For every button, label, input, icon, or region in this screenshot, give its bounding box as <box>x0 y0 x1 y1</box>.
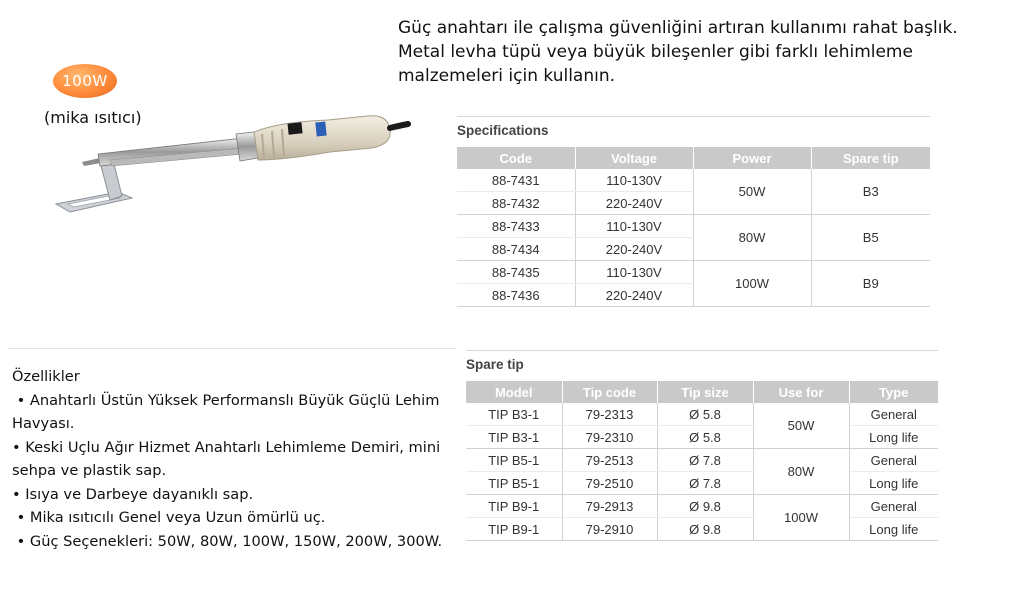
power-cell: 50W <box>693 169 811 215</box>
column-header: Tip code <box>562 381 657 403</box>
feature-line: • Keski Uçlu Ağır Hizmet Anahtarlı Lehimleme Demiri, mini <box>12 438 441 456</box>
type-cell: Long life <box>849 472 938 495</box>
tip-code-cell: 79-2913 <box>562 495 657 518</box>
table-row <box>457 261 930 284</box>
table-row <box>457 169 930 192</box>
type-cell: General <box>849 449 938 472</box>
column-header: Model <box>466 381 562 403</box>
tip-code-cell: 79-2313 <box>562 403 657 426</box>
tip-code-cell: 79-2510 <box>562 472 657 495</box>
specifications-table <box>457 147 930 307</box>
description-line: malzemeleri için kullanın. <box>398 66 616 86</box>
feature-line: • Anahtarlı Üstün Yüksek Performanslı Büyük Güçlü Lehim <box>12 391 440 409</box>
voltage-cell: 110-130V <box>575 261 693 284</box>
code-cell: 88-7433 <box>457 215 575 238</box>
divider <box>8 348 456 349</box>
column-header: Spare tip <box>811 147 930 169</box>
table-row <box>466 495 938 518</box>
description-line: Metal levha tüpü veya büyük bileşenler gibi farklı lehimleme <box>398 42 913 62</box>
column-header: Type <box>849 381 938 403</box>
tip-code-cell: 79-2310 <box>562 426 657 449</box>
type-cell: Long life <box>849 518 938 541</box>
spare-tip-cell: B3 <box>811 169 930 215</box>
table-row <box>466 449 938 472</box>
power-cell: 80W <box>693 215 811 261</box>
heater-label: (mika ısıtıcı) <box>44 108 142 127</box>
use-for-cell: 100W <box>753 495 849 541</box>
tip-size-cell: Ø 9.8 <box>657 518 753 541</box>
spare-tip-cell: B5 <box>811 215 930 261</box>
tip-size-cell: Ø 7.8 <box>657 472 753 495</box>
specifications-title: Specifications <box>457 123 549 138</box>
code-cell: 88-7436 <box>457 284 575 307</box>
code-cell: 88-7431 <box>457 169 575 192</box>
type-cell: General <box>849 403 938 426</box>
voltage-cell: 220-240V <box>575 238 693 261</box>
tip-code-cell: 79-2513 <box>562 449 657 472</box>
use-for-cell: 50W <box>753 403 849 449</box>
feature-line: • Güç Seçenekleri: 50W, 80W, 100W, 150W, 200W, 300W. <box>12 532 443 550</box>
type-cell: General <box>849 495 938 518</box>
model-cell: TIP B3-1 <box>466 426 562 449</box>
feature-line: • Mika ısıtıcılı Genel veya Uzun ömürlü uç. <box>12 509 326 526</box>
model-cell: TIP B5-1 <box>466 449 562 472</box>
table-row <box>466 426 938 449</box>
model-cell: TIP B9-1 <box>466 518 562 541</box>
power-badge: 100W <box>53 64 117 98</box>
table-row <box>466 518 938 541</box>
model-cell: TIP B5-1 <box>466 472 562 495</box>
column-header: Use for <box>753 381 849 403</box>
tip-size-cell: Ø 7.8 <box>657 449 753 472</box>
tip-size-cell: Ø 5.8 <box>657 403 753 426</box>
feature-line: sehpa ve plastik sap. <box>12 462 167 479</box>
code-cell: 88-7432 <box>457 192 575 215</box>
table-row <box>466 472 938 495</box>
tip-size-cell: Ø 5.8 <box>657 426 753 449</box>
column-header: Code <box>457 147 575 169</box>
type-cell: Long life <box>849 426 938 449</box>
model-cell: TIP B9-1 <box>466 495 562 518</box>
spare-tip-title: Spare tip <box>466 357 524 372</box>
soldering-iron-image <box>48 104 418 234</box>
model-cell: TIP B3-1 <box>466 403 562 426</box>
voltage-cell: 110-130V <box>575 169 693 192</box>
column-header: Voltage <box>575 147 693 169</box>
features-list <box>12 365 452 553</box>
voltage-cell: 220-240V <box>575 284 693 307</box>
spare-tip-table <box>466 381 938 541</box>
description-line: Güç anahtarı ile çalışma güvenliğini artıran kullanımı rahat başlık. <box>398 18 958 38</box>
column-header: Tip size <box>657 381 753 403</box>
product-description <box>398 16 998 88</box>
features-title: Özellikler <box>12 368 80 385</box>
table-row <box>457 215 930 238</box>
column-header: Power <box>693 147 811 169</box>
code-cell: 88-7435 <box>457 261 575 284</box>
table-row <box>466 403 938 426</box>
tip-size-cell: Ø 9.8 <box>657 495 753 518</box>
feature-line: • Isıya ve Darbeye dayanıklı sap. <box>12 485 254 503</box>
code-cell: 88-7434 <box>457 238 575 261</box>
voltage-cell: 220-240V <box>575 192 693 215</box>
spare-tip-cell: B9 <box>811 261 930 307</box>
feature-line: Havyası. <box>12 415 75 432</box>
power-cell: 100W <box>693 261 811 307</box>
tip-code-cell: 79-2910 <box>562 518 657 541</box>
voltage-cell: 110-130V <box>575 215 693 238</box>
use-for-cell: 80W <box>753 449 849 495</box>
